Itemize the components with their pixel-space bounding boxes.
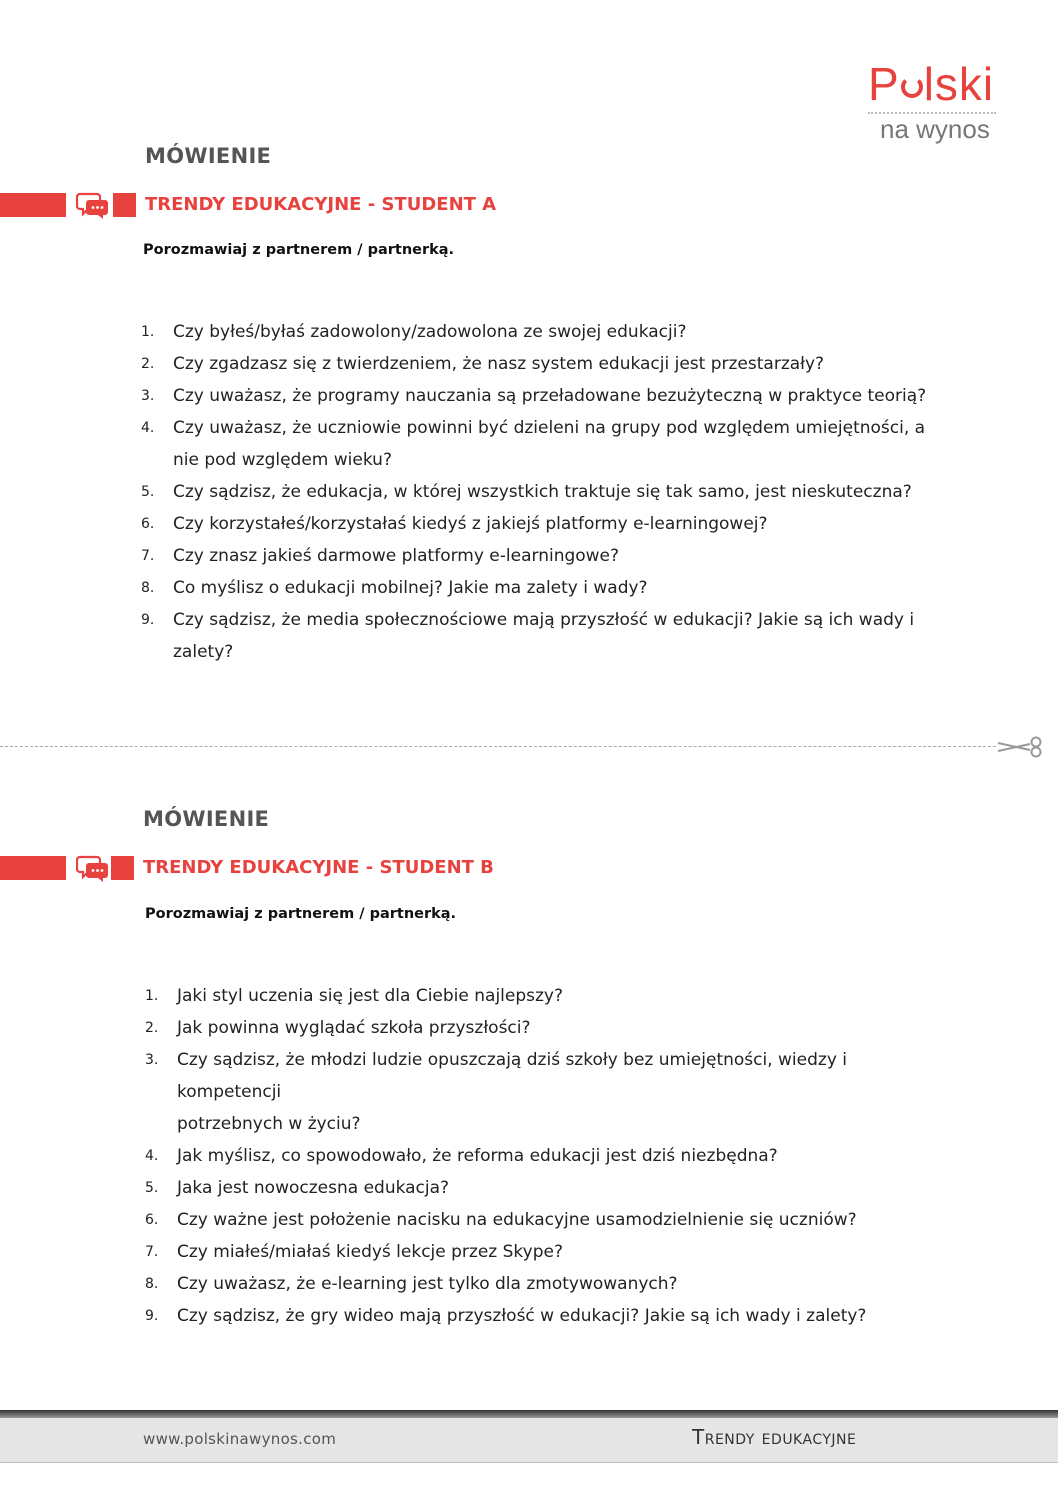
question-number: 6. [141,516,155,532]
question-item [141,380,941,412]
banner-bar [0,193,66,217]
section-a-title: TRENDY EDUKACYJNE - STUDENT A [145,194,497,215]
question-text-line: Czy ważne jest położenie nacisku na edukacyjne usamodzielnienie się uczniów? [177,1210,857,1230]
question-text-line: Czy miałeś/miałaś kiedyś lekcje przez Skype? [177,1242,563,1262]
footer-url: www.polskinawynos.com [143,1430,337,1448]
question-number: 7. [141,548,155,564]
section-b-heading: MÓWIENIE [143,807,270,831]
question-item [145,1172,945,1204]
question-text-line: Czy byłeś/byłaś zadowolony/zadowolona ze swojej edukacji? [173,322,687,342]
cut-line [0,746,996,747]
section-b-instruction: Porozmawiaj z partnerem / partnerką. [145,906,457,922]
question-text-line: Jak powinna wyglądać szkoła przyszłości? [177,1018,531,1038]
question-text-line: Jak myślisz, co spowodowało, że reforma edukacji jest dziś niezbędna? [177,1146,778,1166]
question-text-line: Jaki styl uczenia się jest dla Ciebie najlepszy? [177,986,564,1006]
question-number: 3. [141,388,155,404]
question-item [141,316,941,348]
question-item [145,1204,945,1236]
question-number: 3. [145,1052,159,1068]
question-text-line: Czy sądzisz, że młodzi ludzie opuszczają dziś szkoły bez umiejętności, wiedzy i kompetencji [177,1050,848,1102]
question-item [145,1012,945,1044]
banner-square [111,856,134,880]
question-number: 8. [141,580,155,596]
question-text-line: Czy korzystałeś/korzystałaś kiedyś z jakiejś platformy e-learningowej? [173,514,768,534]
question-item [145,1268,945,1300]
section-b-banner [0,856,1058,880]
question-text-line: Co myślisz o edukacji mobilnej? Jakie ma zalety i wady? [173,578,648,598]
question-number: 1. [145,988,159,1004]
question-text-line: nie pod względem wieku? [173,450,392,470]
question-number: 8. [145,1276,159,1292]
footer-title: Trendy edukacyjne [692,1425,857,1449]
question-number: 4. [145,1148,159,1164]
question-number: 9. [145,1308,159,1324]
question-item [145,1300,945,1332]
question-item [141,604,941,668]
question-item [141,540,941,572]
scissors-icon [996,736,1046,758]
question-number: 1. [141,324,155,340]
question-number: 6. [145,1212,159,1228]
question-number: 9. [141,612,155,628]
footer [0,1418,1058,1463]
question-number: 5. [145,1180,159,1196]
section-a-question-list [141,316,941,668]
question-number: 4. [141,420,155,436]
question-item [141,412,941,476]
question-number: 7. [145,1244,159,1260]
question-item [145,1140,945,1172]
question-text-line: Czy zgadzasz się z twierdzeniem, że nasz system edukacji jest przestarzały? [173,354,825,374]
section-a-banner [0,193,1058,217]
banner-square [113,193,136,217]
question-text-line: Jaka jest nowoczesna edukacja? [177,1178,450,1198]
question-number: 2. [145,1020,159,1036]
question-number: 2. [141,356,155,372]
logo-o-icon [901,76,923,98]
section-a-instruction: Porozmawiaj z partnerem / partnerką. [143,242,455,258]
section-a-heading: MÓWIENIE [145,144,272,168]
question-item [141,476,941,508]
logo [868,58,1008,144]
question-text-line: Czy sądzisz, że gry wideo mają przyszłość w edukacji? Jakie są ich wady i zalety? [177,1306,867,1326]
question-text-line: Czy uważasz, że programy nauczania są przeładowane bezużyteczną w praktyce teorią? [173,386,927,406]
banner-bar [0,856,66,880]
question-text-line: potrzebnych w życiu? [177,1114,361,1134]
question-item [145,980,945,1012]
section-b-title: TRENDY EDUKACYJNE - STUDENT B [143,857,494,878]
question-item [141,508,941,540]
question-item [141,348,941,380]
question-text-line: zalety? [173,642,234,662]
question-text-line: Czy uważasz, że e-learning jest tylko dla zmotywowanych? [177,1274,678,1294]
question-text-line: Czy znasz jakieś darmowe platformy e-learningowe? [173,546,620,566]
logo-wordmark: P lski [868,58,995,110]
footer-rule [0,1410,1058,1418]
question-item [145,1044,945,1140]
speech-bubble-icon [76,853,110,883]
section-b-question-list [145,980,945,1332]
question-text-line: Czy sądzisz, że media społecznościowe mają przyszłość w edukacji? Jakie są ich wady i [173,610,915,630]
question-item [141,572,941,604]
logo-subtitle: na wynos [880,114,990,144]
speech-bubble-icon [76,190,110,220]
question-text-line: Czy uważasz, że uczniowie powinni być dzieleni na grupy pod względem umiejętności, a [173,418,926,438]
question-item [145,1236,945,1268]
question-text-line: Czy sądzisz, że edukacja, w której wszystkich traktuje się tak samo, jest nieskuteczna? [173,482,912,502]
question-number: 5. [141,484,155,500]
